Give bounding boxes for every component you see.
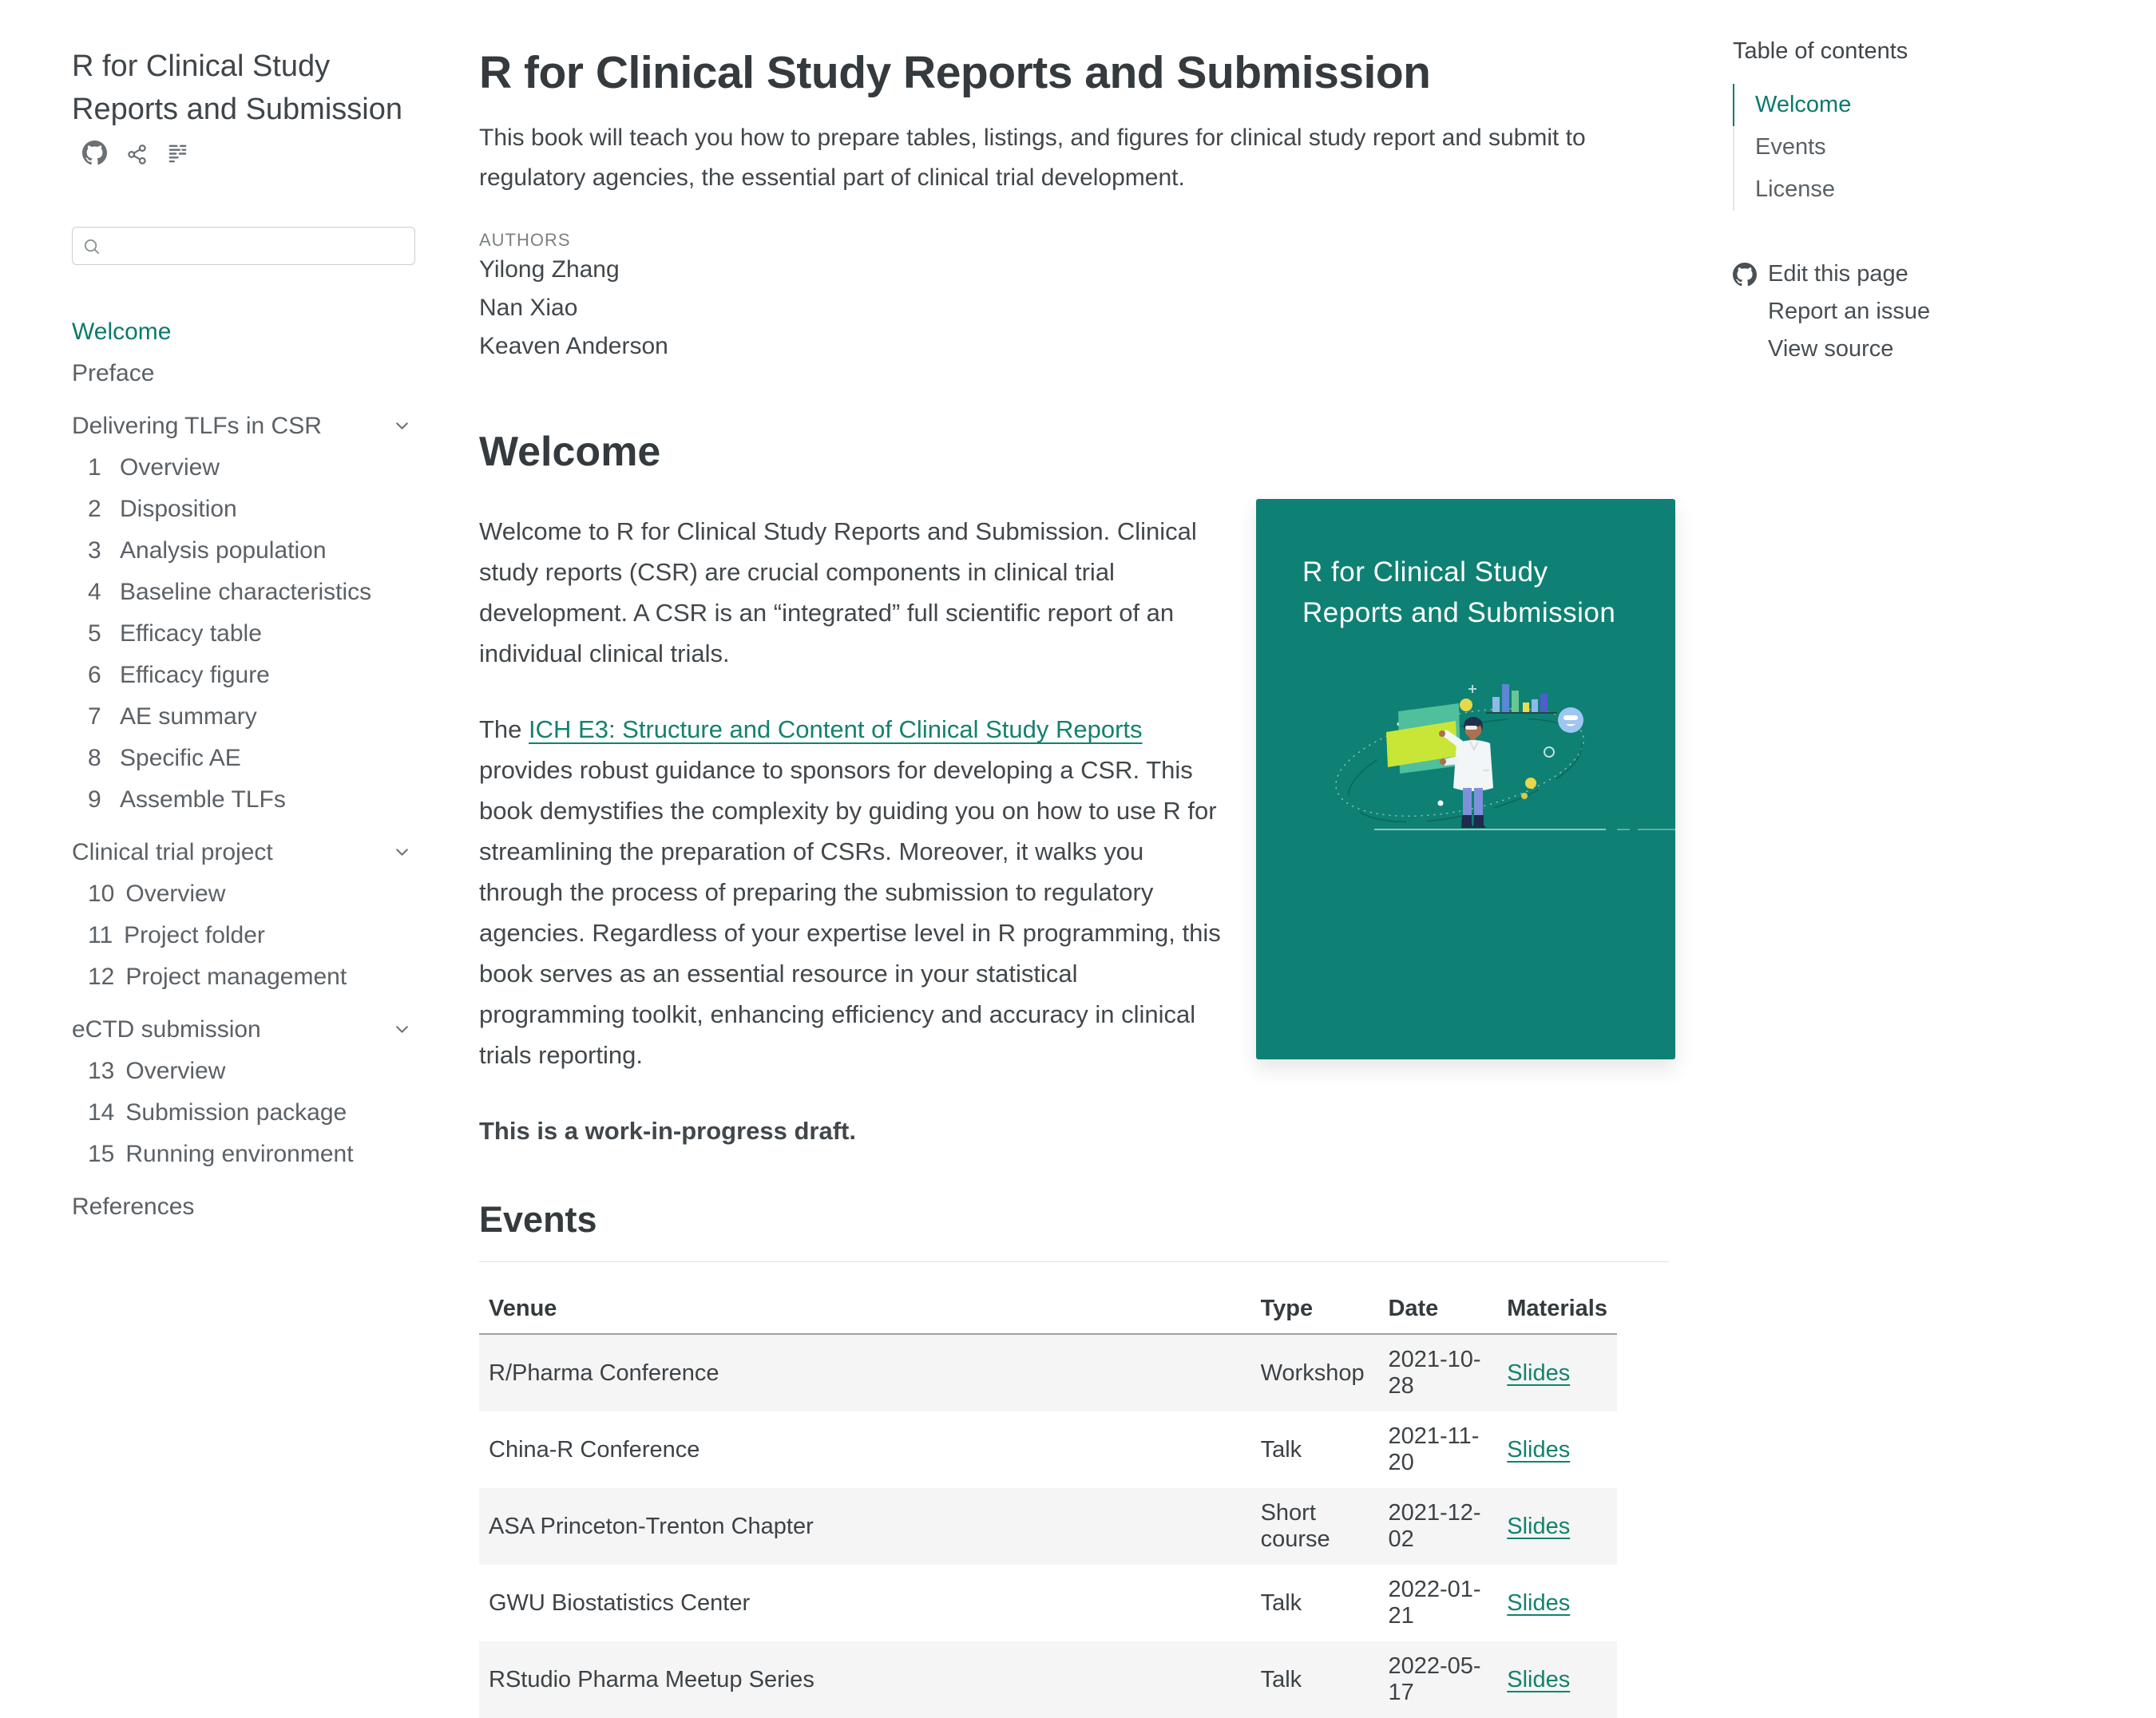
venue-cell: GWU Biostatistics Center	[489, 1589, 751, 1616]
sidebar-item-baseline-characteristics[interactable]: 4 Baseline characteristics	[88, 579, 372, 605]
type-cell: Talk	[1260, 1666, 1302, 1692]
page-subtitle: This book will teach you how to prepare tables, listings, and figures for clinical study report and submit to regulatory agencies, the essential part of clinical trial development.	[479, 125, 1586, 191]
col-materials: Materials	[1497, 1285, 1617, 1334]
col-venue: Venue	[479, 1285, 1251, 1334]
date-cell: 2021-10-28	[1388, 1347, 1481, 1399]
sidebar-item-specific-ae[interactable]: 8 Specific AE	[88, 745, 241, 771]
report-an-issue-link[interactable]: Report an issue	[1768, 299, 1931, 324]
table-row	[479, 1334, 1617, 1411]
venue-cell: ASA Princeton-Trenton Chapter	[489, 1513, 814, 1539]
venue-cell: China-R Conference	[489, 1436, 700, 1463]
authors-block	[479, 230, 1669, 366]
search-box	[72, 227, 415, 265]
sidebar-section-ectd-submission[interactable]: eCTD submission	[72, 1009, 415, 1051]
table-of-contents	[1733, 38, 2076, 368]
edit-this-page-link[interactable]: Edit this page	[1733, 255, 2076, 293]
toc-actions	[1733, 255, 2076, 368]
author-name: Nan Xiao	[479, 295, 578, 321]
materials-cell	[1497, 1488, 1617, 1565]
github-icon[interactable]	[82, 134, 107, 177]
book-cover-image	[1256, 499, 1675, 1059]
sidebar-item-ae-summary[interactable]: 7 AE summary	[88, 703, 257, 730]
sidebar-item-analysis-population[interactable]: 3 Analysis population	[88, 537, 327, 564]
slides-link[interactable]: Slides	[1507, 1589, 1571, 1616]
type-cell: Talk	[1260, 1436, 1302, 1463]
sidebar-section-delivering-tlfs[interactable]: Delivering TLFs in CSR	[72, 406, 415, 447]
page-title: R for Clinical Study Reports and Submission	[479, 47, 1431, 98]
toc-heading: Table of contents	[1733, 38, 1908, 64]
slides-link[interactable]: Slides	[1507, 1360, 1571, 1386]
table-row	[479, 1565, 1617, 1641]
welcome-paragraph-1: Welcome to R for Clinical Study Reports and Submission. Clinical study reports (CSR) are crucial components in clinical trial development. A CSR is an “integrated” full scientific report of an individual clinical trials.	[479, 517, 1197, 667]
chevron-down-icon[interactable]	[392, 1019, 412, 1045]
date-cell: 2021-11-20	[1388, 1423, 1480, 1475]
sidebar-item-preface[interactable]: Preface	[72, 360, 155, 386]
sidebar-item-project-folder[interactable]: 11 Project folder	[88, 922, 265, 948]
table-row	[479, 1641, 1617, 1718]
chevron-down-icon[interactable]	[392, 416, 412, 441]
chevron-down-icon[interactable]	[392, 842, 412, 868]
view-source-link[interactable]: View source	[1768, 336, 1894, 362]
sidebar-item-overview-10[interactable]: 10 Overview	[88, 881, 226, 907]
book-title-text[interactable]: R for Clinical Study Reports and Submission	[72, 49, 402, 126]
sidebar-item-efficacy-figure[interactable]: 6 Efficacy figure	[88, 662, 270, 688]
col-type: Type	[1251, 1285, 1379, 1334]
col-date: Date	[1378, 1285, 1497, 1334]
materials-cell	[1497, 1565, 1617, 1641]
authors-label: AUTHORS	[479, 230, 571, 250]
welcome-paragraph-2: The ICH E3: Structure and Content of Clinical Study Reports provides robust guidance to sponsors for developing a CSR. This book demystifies the complexity by guiding you on how to use R for streamlining the preparation of CSRs. Moreover, it walks you through the process of preparing the submission to regulatory agencies. Regardless of your expertise level in R programming, this book serves as an essential resource in your statistical programming toolkit, enhancing efficiency and accuracy in clinical trials reporting.	[479, 715, 1221, 1069]
venue-cell: R/Pharma Conference	[489, 1360, 719, 1386]
table-row	[479, 1411, 1617, 1488]
sidebar-nav	[72, 311, 415, 1228]
venue-cell: RStudio Pharma Meetup Series	[489, 1666, 814, 1692]
author-name: Yilong Zhang	[479, 256, 620, 283]
ich-e3-link[interactable]: ICH E3: Structure and Content of Clinical Study Reports	[529, 715, 1143, 743]
sidebar-item-project-management[interactable]: 12 Project management	[88, 964, 347, 990]
sidebar-item-overview-13[interactable]: 13 Overview	[88, 1058, 226, 1084]
book-title	[72, 45, 415, 177]
sidebar-item-disposition[interactable]: 2 Disposition	[88, 496, 237, 522]
search-input[interactable]	[109, 233, 405, 259]
main-content	[479, 40, 1669, 1718]
type-cell: Workshop	[1260, 1360, 1365, 1386]
events-heading: Events	[479, 1199, 1669, 1262]
materials-cell	[1497, 1641, 1617, 1718]
sidebar-item-running-environment[interactable]: 15 Running environment	[88, 1141, 354, 1167]
sidebar-item-welcome[interactable]: Welcome	[72, 319, 172, 345]
sidebar	[72, 45, 415, 1228]
welcome-heading: Welcome	[479, 429, 661, 475]
sidebar-section-clinical-trial-project[interactable]: Clinical trial project	[72, 832, 415, 873]
toc-item-welcome[interactable]: Welcome	[1733, 84, 2076, 126]
materials-cell	[1497, 1334, 1617, 1411]
materials-cell	[1497, 1411, 1617, 1488]
sidebar-item-references[interactable]: References	[72, 1193, 195, 1220]
sidebar-item-efficacy-table[interactable]: 5 Efficacy table	[88, 620, 262, 647]
welcome-prose	[479, 511, 1226, 1151]
date-cell: 2022-01-21	[1388, 1577, 1481, 1629]
slides-link[interactable]: Slides	[1507, 1436, 1571, 1463]
sidebar-item-submission-package[interactable]: 14 Submission package	[88, 1099, 347, 1126]
toc-item-events[interactable]: Events	[1733, 126, 2076, 168]
slides-link[interactable]: Slides	[1507, 1666, 1571, 1692]
toc-item-license[interactable]: License	[1733, 168, 2076, 211]
reading-list-icon[interactable]	[166, 134, 189, 177]
table-row	[479, 1488, 1617, 1565]
github-icon	[1733, 263, 1757, 287]
date-cell: 2021-12-02	[1388, 1500, 1481, 1552]
date-cell: 2022-05-17	[1388, 1653, 1481, 1705]
toc-list	[1733, 84, 2076, 211]
search-icon	[82, 237, 101, 255]
sidebar-item-overview-1[interactable]: 1 Overview	[88, 454, 220, 481]
events-table	[479, 1285, 1617, 1718]
author-name: Keaven Anderson	[479, 333, 668, 359]
share-icon[interactable]	[126, 134, 148, 177]
events-table-header	[479, 1285, 1617, 1334]
cover-title: R for Clinical Study Reports and Submission	[1302, 556, 1616, 628]
slides-link[interactable]: Slides	[1507, 1513, 1571, 1539]
sidebar-item-assemble-tlfs[interactable]: 9 Assemble TLFs	[88, 786, 286, 813]
type-cell: Talk	[1260, 1589, 1302, 1616]
type-cell: Short course	[1260, 1500, 1330, 1552]
draft-note: This is a work-in-progress draft.	[479, 1117, 856, 1145]
